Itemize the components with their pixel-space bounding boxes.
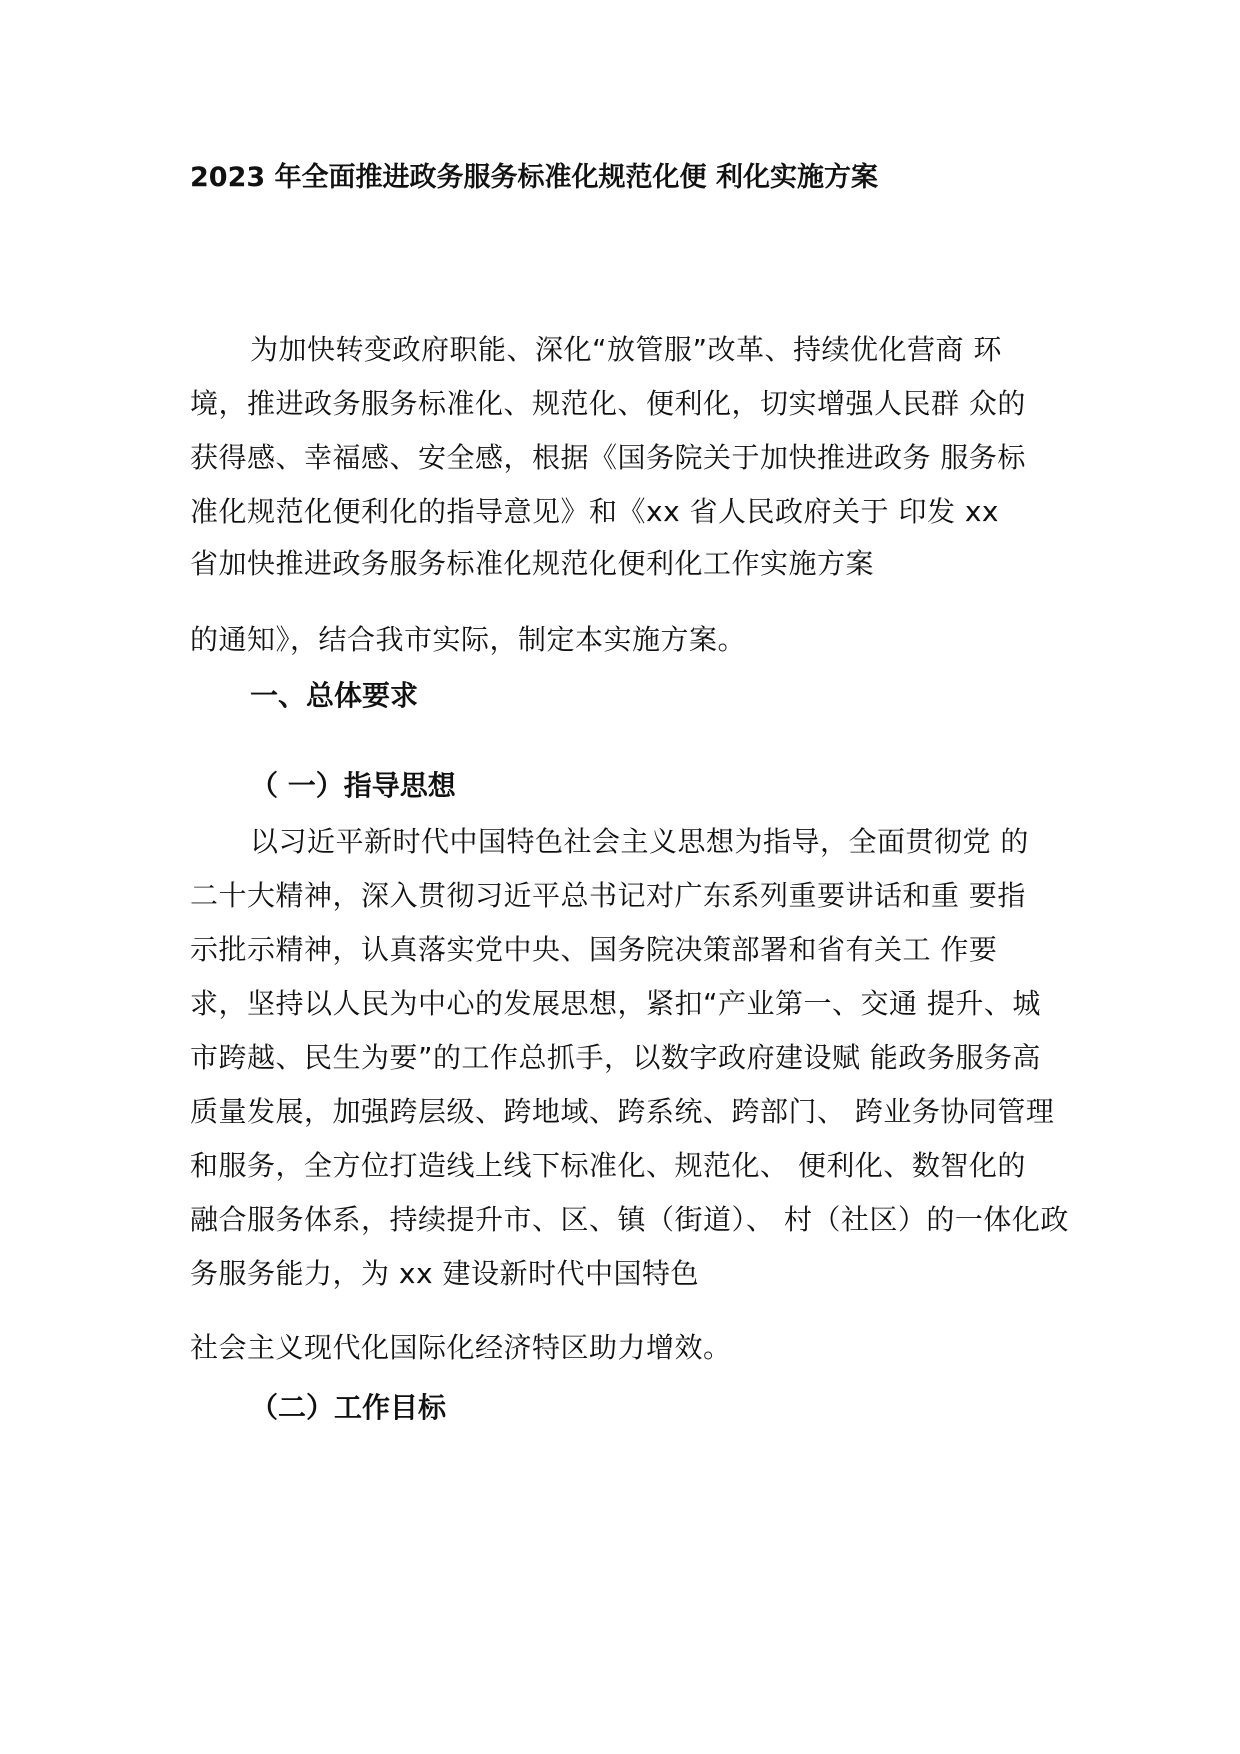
guiding-line-3: 示批示精神，认真落实党中央、国务院决策部署和省有关工 作要 — [190, 933, 998, 966]
intro-line-6: 的通知》，结合我市实际，制定本实施方案。 — [190, 623, 747, 656]
guiding-line-6: 质量发展，加强跨层级、跨地域、跨系统、跨部门、 跨业务协同管理 — [190, 1095, 1055, 1128]
guiding-line-9: 务服务能力，为 xx 建设新时代中国特色 — [190, 1257, 699, 1290]
guiding-line-1: 以习近平新时代中国特色社会主义思想为指导，全面贯彻党 的 — [250, 825, 1029, 858]
subsection-heading-work-goals: （二）工作目标 — [250, 1391, 447, 1424]
section-heading-general-requirements: 一、总体要求 — [250, 679, 419, 712]
intro-line-4: 准化规范化便利化的指导意见》和《xx 省人民政府关于 印发 xx — [190, 495, 999, 528]
intro-line-1: 为加快转变政府职能、深化“放管服”改革、持续优化营商 环 — [250, 333, 1002, 366]
guiding-line-8: 融合服务体系，持续提升市、区、镇（街道）、 村（社区）的一体化政 — [190, 1203, 1069, 1236]
guiding-line-5: 市跨越、民生为要”的工作总抓手，以数字政府建设赋 能政务服务高 — [190, 1041, 1041, 1074]
subsection-heading-guiding-ideology: （ 一）指导思想 — [250, 769, 456, 802]
intro-line-3: 获得感、幸福感、安全感，根据《国务院关于加快推进政务 服务标 — [190, 441, 1026, 474]
document-title: 2023 年全面推进政务服务标准化规范化便 利化实施方案 — [190, 162, 878, 193]
guiding-line-4: 求，坚持以人民为中心的发展思想，紧扣“产业第一、交通 提升、城 — [190, 987, 1041, 1020]
guiding-line-10: 社会主义现代化国际化经济特区助力增效。 — [190, 1331, 732, 1364]
intro-line-5: 省加快推进政务服务标准化规范化便利化工作实施方案 — [190, 547, 875, 580]
guiding-line-7: 和服务，全方位打造线上线下标准化、规范化、 便利化、数智化的 — [190, 1149, 1026, 1182]
guiding-line-2: 二十大精神，深入贯彻习近平总书记对广东系列重要讲话和重 要指 — [190, 879, 1026, 912]
intro-line-2: 境，推进政务服务标准化、规范化、便利化，切实增强人民群 众的 — [190, 387, 1026, 420]
